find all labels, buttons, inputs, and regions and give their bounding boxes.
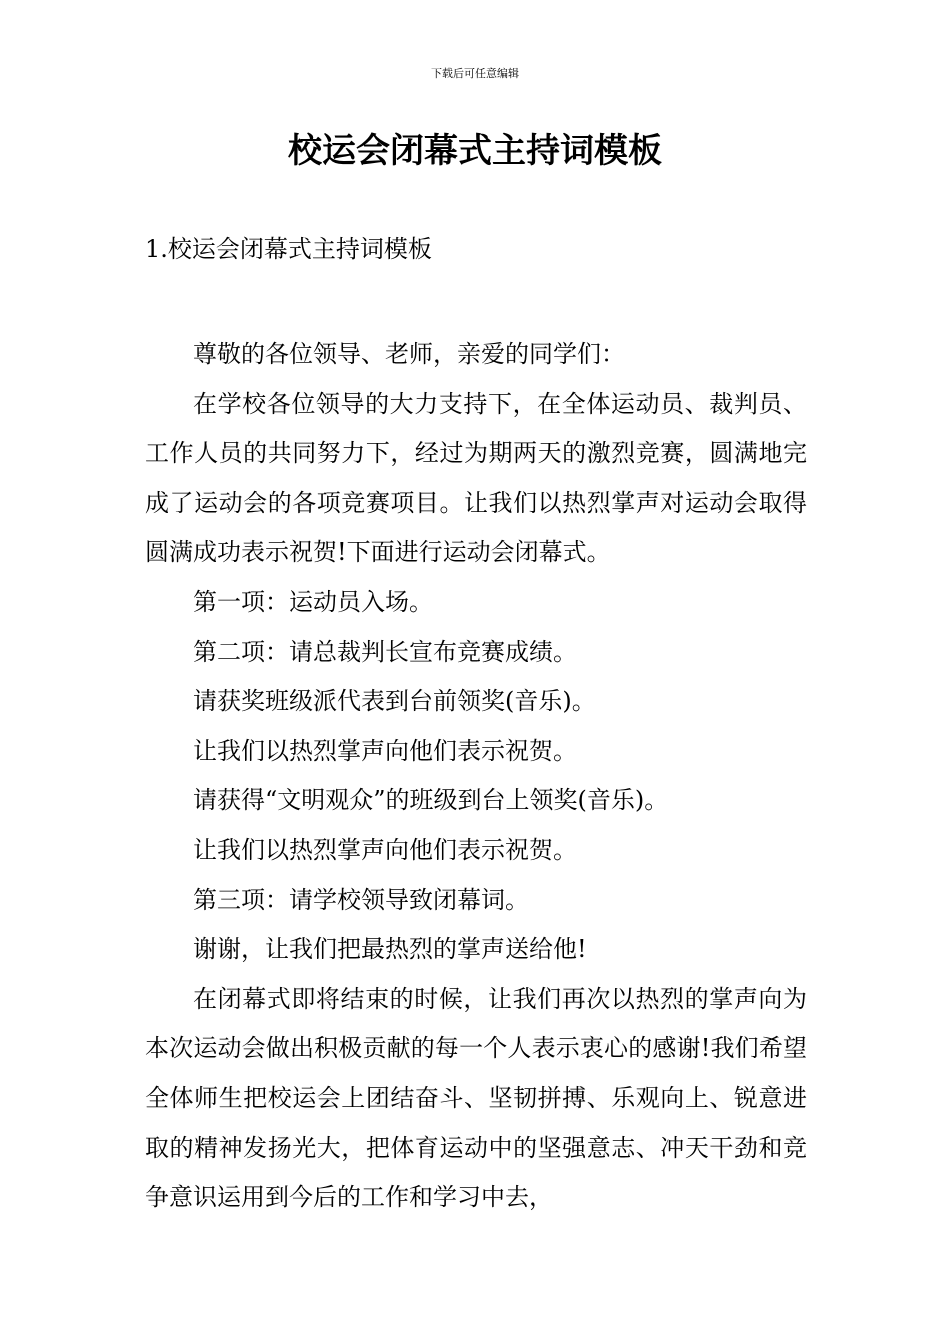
paragraph: 谢谢，让我们把最热烈的掌声送给他! [193, 935, 587, 964]
paragraph: 请获得“文明观众”的班级到台上领奖(音乐)。 [193, 786, 669, 815]
paragraph: 让我们以热烈掌声向他们表示祝贺。 [193, 736, 577, 765]
paragraph: 让我们以热烈掌声向他们表示祝贺。 [193, 835, 577, 864]
paragraph: 在学校各位领导的大力支持下，在全体运动员、裁判员、工作人员的共同努力下，经过为期两天的激烈竞赛，圆满地完成了运动会的各项竞赛项目。让我们以热烈掌声对运动会取得圆满成功表示祝贺!下面进行运动会闭幕式。 [145, 389, 807, 567]
section-heading: 1.校运会闭幕式主持词模板 [145, 235, 432, 263]
paragraph: 请获奖班级派代表到台前领奖(音乐)。 [193, 687, 596, 716]
paragraph: 第三项：请学校领导致闭幕词。 [193, 885, 529, 914]
paragraph-salutation: 尊敬的各位领导、老师，亲爱的同学们： [193, 340, 625, 368]
document-body [145, 330, 807, 1223]
paragraph: 在闭幕式即将结束的时候，让我们再次以热烈的掌声向为本次运动会做出积极贡献的每一个人表示衷心的感谢!我们希望全体师生把校运会上团结奋斗、坚韧拼搏、乐观向上、锐意进取的精神发扬光大，把体育运动中的坚强意志、冲天干劲和竞争意识运用到今后的工作和学习中去， [145, 984, 807, 1212]
paragraph: 第二项：请总裁判长宣布竞赛成绩。 [193, 637, 577, 666]
document-title: 校运会闭幕式主持词模板 [288, 131, 662, 171]
header-note: 下载后可任意编辑 [431, 67, 519, 80]
paragraph: 第一项：运动员入场。 [193, 587, 433, 616]
